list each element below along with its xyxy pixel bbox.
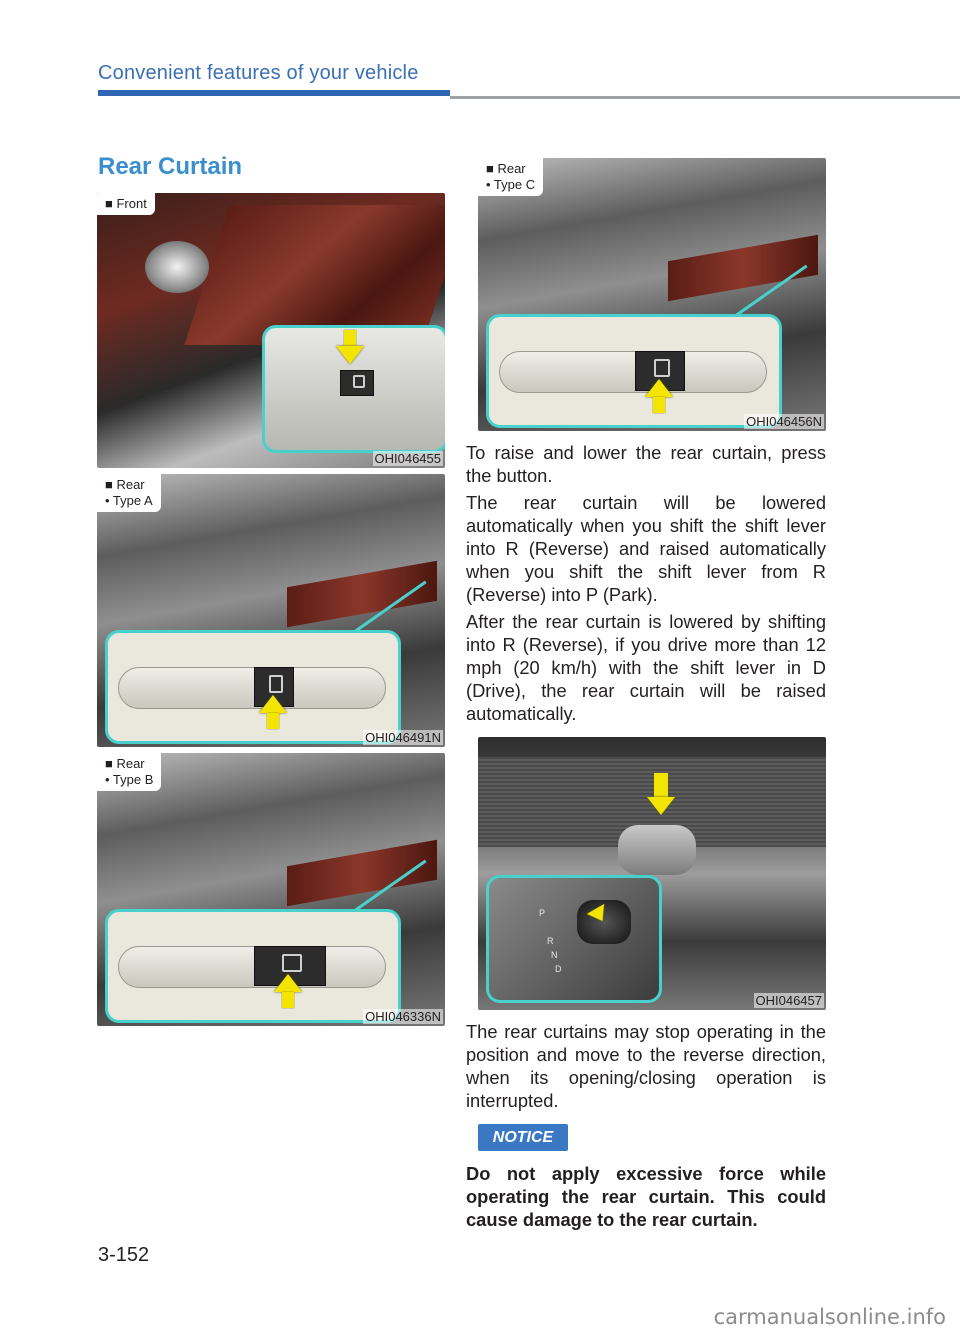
gear-label: P: [539, 908, 546, 918]
section-title: Rear Curtain: [98, 153, 243, 180]
figure-code: OHI046491N: [365, 730, 441, 745]
figure-label-block: [97, 753, 161, 791]
figure-sublabel: • Type B: [105, 772, 154, 787]
header-rule-accent: [98, 90, 450, 96]
paragraph-2: The rear curtain will be lowered automatically when you shift the shift lever into R (Reverse) and raised automatically when you shift the shift lever from R (Reverse) into P (Park).: [466, 492, 826, 605]
gear-label: N: [551, 950, 558, 960]
watermark: carmanualsonline.info: [713, 1305, 946, 1329]
figure-rear-type-b: [97, 753, 445, 1026]
running-header: Convenient features of your vehicle: [98, 62, 419, 84]
arrow-down-icon: [647, 797, 675, 815]
button-inset: [105, 630, 401, 744]
figure-code: OHI046456N: [746, 414, 822, 429]
body-paragraph: [466, 441, 826, 487]
arrow-stem: [282, 992, 294, 1008]
notice-badge: NOTICE: [478, 1124, 568, 1151]
shift-lever-inset: [486, 875, 662, 1003]
arrow-up-icon: [274, 974, 302, 992]
figure-label: ■ Rear: [105, 756, 145, 771]
button-inset: [262, 325, 445, 453]
arrow-up-icon: [645, 379, 673, 397]
body-paragraph: [466, 491, 826, 606]
control-knob: [145, 241, 209, 293]
gear-label: R: [547, 936, 554, 946]
button-inset: [105, 909, 401, 1023]
figure-sublabel: • Type C: [486, 177, 536, 192]
armrest-grip: [118, 667, 386, 709]
notice-text: Do not apply excessive force while operating the rear curtain. This could cause damage to the rear curtain.: [466, 1163, 826, 1230]
figure-code: OHI046455: [374, 451, 441, 466]
figure-code: OHI046336N: [365, 1009, 441, 1024]
figure-sublabel: • Type A: [105, 493, 153, 508]
figure-front-console: [97, 193, 445, 468]
figure-label: ■ Front: [97, 193, 155, 215]
paragraph-4: The rear curtains may stop operating in the position and move to the reverse direction, when its opening/closing operation is interrupted.: [466, 1021, 826, 1111]
figure-label: ■ Rear: [486, 161, 526, 176]
paragraph-1: To raise and lower the rear curtain, press the button.: [466, 442, 826, 486]
arrow-stem: [653, 397, 665, 413]
arrow-stem: [654, 773, 668, 799]
gear-label: D: [555, 964, 562, 974]
armrest-grip: [118, 946, 386, 988]
curtain-button: [340, 370, 374, 396]
arrow-stem: [267, 713, 279, 729]
figure-label: ■ Rear: [105, 477, 145, 492]
headrest: [618, 825, 696, 875]
header-rule: [450, 96, 960, 99]
figure-label-block: [478, 158, 543, 196]
button-inset: [486, 314, 782, 428]
figure-code: OHI046457: [755, 993, 822, 1008]
figure-shift-lever: [478, 737, 826, 1010]
arrow-stem: [344, 330, 356, 346]
figure-label-block: [97, 474, 161, 512]
figure-rear-type-a: [97, 474, 445, 747]
body-paragraph: [466, 1020, 826, 1112]
armrest-grip: [499, 351, 767, 393]
paragraph-3: After the rear curtain is lowered by shifting into R (Reverse), if you drive more than 12 mph (20 km/h) with the shift lever in D (Drive), the rear curtain will be raised automatically.: [466, 611, 826, 724]
body-paragraph: [466, 610, 826, 725]
arrow-down-icon: [336, 346, 364, 364]
woodgrain-panel: [184, 205, 445, 345]
page-number: 3-152: [98, 1244, 150, 1266]
figure-rear-type-c: [478, 158, 826, 431]
arrow-up-icon: [259, 695, 287, 713]
